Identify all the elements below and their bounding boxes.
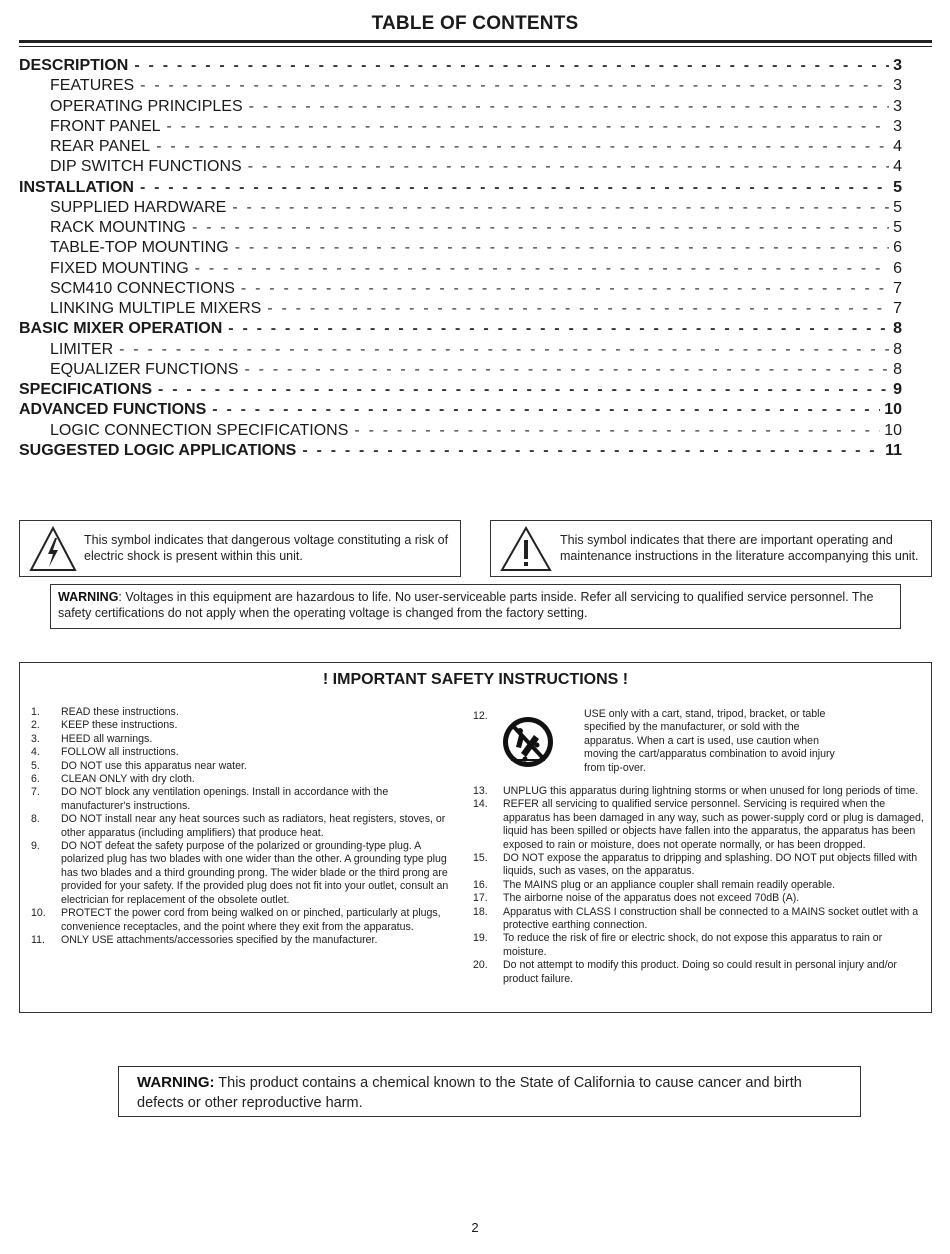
safety-item-number: 7.: [31, 786, 40, 799]
toc-entry: [19, 98, 902, 118]
toc-dot-leader: [228, 320, 889, 338]
toc-entry-label: SUGGESTED LOGIC APPLICATIONS: [19, 441, 297, 459]
toc-dot-leader: [195, 260, 889, 278]
safety-item-text: READ these instructions.: [61, 706, 179, 718]
safety-item: [473, 932, 925, 959]
toc-dot-leader: [158, 381, 889, 399]
voltage-symbol-box: [19, 520, 461, 577]
title-rule-thin: [19, 46, 932, 47]
exclamation-warning-icon: [499, 525, 553, 573]
toc-dot-leader: [302, 442, 881, 460]
safety-item-text: HEED all warnings.: [61, 732, 153, 745]
safety-item: [31, 813, 456, 840]
california-warning-box: [118, 1066, 861, 1117]
safety-item-text: PROTECT the power cord from being walked on or pinched, particularly at plugs, convenience receptacles, and the point where they exit from the apparatus.: [61, 907, 441, 933]
toc-entry-page: 9: [893, 381, 902, 398]
california-warning-text: This product contains a chemical known to the State of California to cause cancer and birth defects or other reproductive harm.: [137, 1075, 802, 1111]
toc-entry-label: DESCRIPTION: [19, 57, 129, 74]
toc-dot-leader: [212, 401, 880, 419]
safety-item-text: REFER all servicing to qualified service personnel. Servicing is required when the apparatus has been damaged in any way, such as power-supply cord or plug is damaged, liquid has been spilled or objects have fallen into the apparatus, the apparatus has been exposed to rain or moisture, does not operate normally, or has been dropped.: [503, 798, 924, 851]
toc-entry-label: DIP SWITCH FUNCTIONS: [50, 158, 242, 176]
safety-item: [473, 798, 925, 852]
safety-item-text: KEEP these instructions.: [61, 719, 178, 732]
toc-dot-leader: [249, 98, 889, 116]
safety-item-number: 10.: [31, 907, 46, 920]
safety-item-text: ONLY USE attachments/accessories specified by the manufacturer.: [61, 933, 378, 946]
toc-entry-page: 7: [893, 279, 902, 297]
lightning-warning-icon: [28, 525, 78, 573]
toc-entry: [19, 57, 902, 77]
toc-entry-page: 4: [893, 158, 902, 176]
toc-entry: [19, 260, 902, 280]
safety-item-number: 15.: [473, 852, 488, 865]
toc-entry-page: 8: [893, 360, 902, 378]
toc-entry-label: SPECIFICATIONS: [19, 381, 153, 398]
toc-entry-page: 3: [893, 77, 902, 95]
toc-entry-label: ADVANCED FUNCTIONS: [19, 401, 207, 419]
toc-entry-label: SUPPLIED HARDWARE: [50, 198, 227, 216]
safety-item: [31, 934, 456, 947]
safety-item-text: USE only with a cart, stand, tripod, bracket, or table specified by the manufacturer, or sold with the apparatus. When a cart is used, use caution when moving the cart/apparatus combination to avoid injury from tip-over.: [584, 708, 835, 774]
toc-entry: [19, 300, 902, 320]
safety-item-number: 6.: [31, 773, 40, 786]
safety-item: [31, 840, 456, 907]
safety-item-number: 19.: [473, 932, 488, 945]
safety-item-text: DO NOT use this apparatus near water.: [61, 759, 247, 772]
table-of-contents: [19, 57, 902, 462]
safety-item-text: The airborne noise of the apparatus does not exceed 70dB (A).: [503, 892, 800, 905]
toc-entry: [19, 320, 902, 340]
toc-entry: [19, 361, 902, 381]
toc-entry-label: FEATURES: [50, 77, 135, 95]
toc-entry-label: SCM410 CONNECTIONS: [50, 279, 235, 297]
safety-item-text: UNPLUG this apparatus during lightning storms or when unused for long periods of time.: [503, 785, 919, 797]
safety-item: [31, 706, 456, 719]
safety-item-number: 2.: [31, 719, 40, 732]
safety-item-number: 9.: [31, 840, 40, 853]
safety-item: [31, 746, 456, 759]
safety-item-number: 8.: [31, 813, 40, 826]
safety-item-text: DO NOT install near any heat sources such as radiators, heat registers, stoves, or other apparatus (including amplifiers) that produce heat.: [61, 813, 446, 839]
toc-dot-leader: [192, 219, 889, 237]
safety-item-number: 16.: [473, 878, 488, 891]
safety-item: [473, 785, 925, 798]
toc-entry-label: OPERATING PRINCIPLES: [50, 97, 243, 115]
toc-entry: [19, 422, 902, 442]
toc-entry: [19, 239, 902, 259]
toc-entry-label: INSTALLATION: [19, 178, 134, 196]
safety-item-text: CLEAN ONLY with dry cloth.: [61, 773, 195, 786]
toc-entry-page: 6: [893, 259, 902, 277]
safety-item: [473, 906, 925, 933]
safety-right-items: [473, 785, 925, 986]
safety-item-number: 13.: [473, 785, 488, 797]
toc-dot-leader: [354, 422, 880, 440]
toc-entry-page: 5: [893, 198, 902, 216]
toc-entry: [19, 401, 902, 421]
toc-title: TABLE OF CONTENTS: [371, 13, 579, 34]
toc-entry-page: 3: [893, 97, 902, 115]
warning-text: : Voltages in this equipment are hazardous to life. No user-serviceable parts inside. Refer all servicing to qualified service personnel. The safety certifications do not apply when the operating voltage is changed from the factory setting.: [58, 590, 874, 620]
safety-item-number: 17.: [473, 892, 488, 905]
safety-item-text: DO NOT defeat the safety purpose of the polarized or grounding-type plug. A polarized plug has two blades with one wider than the other. A grounding type plug has two blades and a third grounding prong. The wider blade or the third prong are provided for your safety. If the provided plug does not fit into your outlet, consult an electrician for replacement of the obsolete outlet.: [61, 840, 449, 906]
toc-entry-label: TABLE-TOP MOUNTING: [50, 239, 229, 257]
safety-item: [473, 892, 925, 905]
safety-item: [31, 760, 456, 773]
toc-dot-leader: [232, 199, 889, 217]
toc-dot-leader: [248, 158, 889, 176]
toc-entry: [19, 158, 902, 178]
toc-entry-label: REAR PANEL: [50, 138, 151, 155]
safety-item-number: 5.: [31, 759, 40, 772]
safety-title: ! IMPORTANT SAFETY INSTRUCTIONS !: [322, 671, 629, 688]
toc-entry-page: 8: [893, 340, 902, 358]
safety-item-number: 18.: [473, 905, 488, 918]
toc-entry: [19, 199, 902, 219]
safety-instructions-box: [19, 662, 932, 1013]
toc-entry-page: 8: [893, 320, 902, 338]
safety-left-column: [31, 706, 456, 947]
safety-item-text: Do not attempt to modify this product. Doing so could result in personal injury and/or product failure.: [503, 959, 897, 985]
safety-item-text: FOLLOW all instructions.: [61, 746, 179, 759]
toc-dot-leader: [241, 280, 889, 298]
toc-entry-label: BASIC MIXER OPERATION: [19, 320, 223, 338]
safety-item-text: Apparatus with CLASS I construction shall be connected to a MAINS socket outlet with a protective earthing connection.: [503, 905, 919, 932]
instructions-symbol-text: This symbol indicates that there are important operating and maintenance instructions in the literature accompanying this unit.: [560, 533, 919, 563]
toc-dot-leader: [267, 300, 889, 318]
safety-item: [473, 959, 925, 986]
toc-entry: [19, 77, 902, 97]
toc-entry-page: 6: [893, 239, 902, 257]
toc-entry-page: 3: [893, 117, 902, 135]
safety-item: [473, 879, 925, 892]
safety-item-text: The MAINS plug or an appliance coupler shall remain readily operable.: [503, 878, 836, 891]
safety-item-number: 3.: [31, 732, 40, 745]
toc-entry: [19, 341, 902, 361]
toc-dot-leader: [156, 138, 889, 156]
cart-tipover-warning-icon: [501, 715, 555, 769]
safety-right-column: [473, 708, 925, 986]
california-warning-label: WARNING:: [137, 1074, 215, 1091]
toc-entry-page: 5: [893, 219, 902, 236]
warning-label: WARNING: [58, 590, 119, 604]
toc-entry: [19, 442, 902, 462]
toc-entry-page: 10: [884, 421, 902, 439]
safety-item-number: 12.: [473, 710, 488, 722]
toc-entry: [19, 219, 902, 239]
safety-item: [31, 907, 456, 934]
toc-entry: [19, 179, 902, 199]
safety-item: [31, 786, 456, 813]
safety-item: [31, 719, 456, 732]
safety-item-12: [473, 708, 925, 785]
safety-item-text: DO NOT expose the apparatus to dripping and splashing. DO NOT put objects filled with liquids, such as vases, on the apparatus.: [503, 852, 918, 878]
toc-entry: [19, 381, 902, 401]
safety-item-number: 1.: [31, 706, 40, 718]
toc-entry: [19, 118, 902, 138]
toc-entry-page: 11: [885, 441, 902, 459]
safety-item-text: To reduce the risk of fire or electric shock, do not expose this apparatus to rain or moisture.: [503, 932, 883, 958]
toc-entry-label: LIMITER: [50, 340, 114, 358]
toc-dot-leader: [140, 179, 889, 197]
toc-dot-leader: [134, 57, 889, 75]
toc-dot-leader: [235, 239, 889, 257]
toc-entry: [19, 280, 902, 300]
toc-entry-page: 5: [893, 178, 902, 196]
toc-entry-label: EQUALIZER FUNCTIONS: [50, 360, 239, 378]
toc-entry-page: 10: [884, 401, 902, 419]
toc-entry-label: FRONT PANEL: [50, 117, 161, 135]
toc-entry-label: RACK MOUNTING: [50, 219, 186, 236]
safety-item-number: 4.: [31, 746, 40, 759]
voltage-symbol-text: This symbol indicates that dangerous voltage constituting a risk of electric shock is present within this unit.: [84, 533, 449, 563]
voltage-warning-box: [50, 584, 901, 629]
toc-entry-label: LOGIC CONNECTION SPECIFICATIONS: [50, 421, 349, 439]
toc-dot-leader: [119, 341, 889, 359]
toc-dot-leader: [244, 361, 889, 379]
page-number: 2: [471, 1220, 479, 1235]
toc-entry-label: FIXED MOUNTING: [50, 259, 189, 277]
toc-entry-page: 7: [893, 300, 902, 317]
toc-entry: [19, 138, 902, 158]
safety-item: [31, 773, 456, 786]
instructions-symbol-box: [490, 520, 932, 577]
toc-entry-page: 3: [893, 57, 902, 74]
toc-dot-leader: [167, 118, 890, 136]
safety-item-number: 11.: [31, 933, 45, 946]
toc-entry-page: 4: [893, 138, 902, 155]
safety-item-number: 20.: [473, 959, 488, 972]
safety-item: [31, 733, 456, 746]
title-rule-thick: [19, 40, 932, 43]
safety-item: [473, 852, 925, 879]
safety-item-number: 14.: [473, 798, 488, 811]
toc-entry-label: LINKING MULTIPLE MIXERS: [50, 300, 262, 317]
toc-dot-leader: [140, 77, 889, 95]
safety-item-text: DO NOT block any ventilation openings. Install in accordance with the manufacturer's instructions.: [61, 786, 389, 812]
